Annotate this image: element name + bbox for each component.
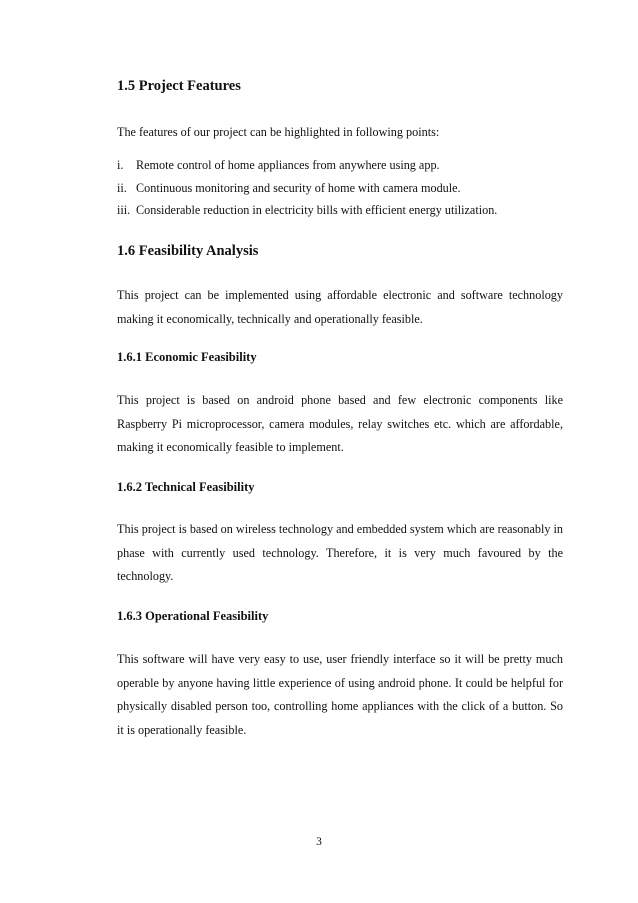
list-item-text: Continuous monitoring and security of home with camera module. xyxy=(136,180,461,195)
list-item-number: ii. xyxy=(117,180,127,195)
economic-feasibility-paragraph: This project is based on android phone based and few electronic components like Raspberry Pi microprocessor, camera modules, relay switches etc. which are affordable, making it economically feasible to implement. xyxy=(117,393,563,454)
list-item-text: Considerable reduction in electricity bills with efficient energy utilization. xyxy=(136,203,498,217)
operational-feasibility-paragraph: This software will have very easy to use, user friendly interface so it will be pretty much operable by anyone having little experience of using android phone. It could be helpful for physically disabled person too, controlling home appliances with the click of a button. So it is operationally feasible. xyxy=(117,652,563,737)
list-item xyxy=(117,154,563,177)
subsection-heading-technical-feasibility: 1.6.2 Technical Feasibility xyxy=(117,480,255,494)
list-item-text: Remote control of home appliances from anywhere using app. xyxy=(136,158,440,172)
technical-feasibility-paragraph: This project is based on wireless technology and embedded system which are reasonably in phase with currently used technology. Therefore, it is very much favoured by the technology. xyxy=(117,522,563,583)
page-number: 3 xyxy=(316,836,322,848)
list-item xyxy=(117,177,563,200)
list-item-number: iii. xyxy=(117,203,131,217)
subsection-heading-operational-feasibility: 1.6.3 Operational Feasibility xyxy=(117,609,269,623)
feasibility-paragraph: This project can be implemented using affordable electronic and software technology making it economically, technically and operationally feasible. xyxy=(117,288,563,326)
subsection-heading-economic-feasibility: 1.6.1 Economic Feasibility xyxy=(117,350,257,364)
section-heading-project-features: 1.5 Project Features xyxy=(117,78,241,94)
list-item xyxy=(117,199,563,222)
list-item-number: i. xyxy=(117,158,124,172)
features-list xyxy=(117,154,563,222)
section-heading-feasibility-analysis: 1.6 Feasibility Analysis xyxy=(117,243,259,259)
features-intro: The features of our project can be highlighted in following points: xyxy=(117,125,440,139)
